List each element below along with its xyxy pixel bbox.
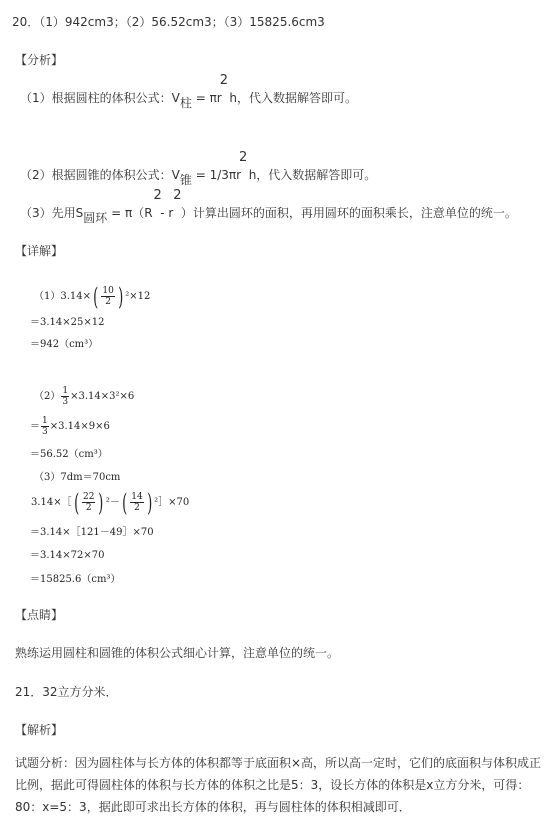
fraction-numerator: 10 xyxy=(102,286,114,296)
fraction-denominator: 3 xyxy=(42,427,48,437)
analysis-heading: 【分析】 xyxy=(15,53,64,67)
analysis-item-2 xyxy=(20,150,377,187)
analysis-3-superscript-b: 2 xyxy=(173,188,182,203)
fraction-numerator: 1 xyxy=(62,386,69,396)
fraction-1-3 xyxy=(41,416,49,437)
analysis-1-superscript: 2 xyxy=(219,73,229,88)
step1-prefix: （1）3.14× xyxy=(34,291,92,302)
step1-suffix: ²×12 xyxy=(125,291,151,302)
step2-line2-suffix: ×3.14×9×6 xyxy=(49,421,110,432)
fraction-numerator: 14 xyxy=(131,492,143,502)
step3-line2-prefix: 3.14×［ xyxy=(31,497,72,508)
fraction-numerator: 1 xyxy=(42,416,48,426)
step3-line5: ＝15825.6（cm³） xyxy=(30,574,121,585)
fraction-22-2 xyxy=(82,492,95,513)
analysis-2-formula: = 1/3πr xyxy=(195,168,242,182)
analysis-3-superscript-a: 2 xyxy=(153,188,162,203)
right-paren: ) xyxy=(98,488,104,517)
analysis-3-subscript: 圆环 xyxy=(83,211,108,225)
detail-heading: 【详解】 xyxy=(15,244,64,258)
fraction-denominator: 2 xyxy=(85,503,92,513)
right-paren: ) xyxy=(146,488,152,517)
step2-suffix: ×3.14×3²×6 xyxy=(70,391,135,402)
fraction-denominator: 2 xyxy=(105,297,111,307)
analysis-3-formula-a: = π（R xyxy=(111,206,153,220)
left-paren: ( xyxy=(93,282,99,311)
analysis-item-1 xyxy=(20,73,357,110)
right-paren: ) xyxy=(117,282,124,311)
analysis-1-formula: = πr xyxy=(195,91,222,105)
remark-heading: 【点睛】 xyxy=(15,608,64,622)
step3-line4: ＝3.14×72×70 xyxy=(30,550,105,561)
step2-line3: ＝56.52（cm³） xyxy=(30,449,108,460)
fraction-denominator: 2 xyxy=(134,503,140,513)
step2-line2 xyxy=(30,414,110,440)
analysis-2-prefix: （2）根据圆锥的体积公式：V xyxy=(20,168,180,182)
remark-text: 熟练运用圆柱和圆锥的体积公式细心计算，注意单位的统一。 xyxy=(15,646,340,660)
step2-prefix: （2） xyxy=(34,391,61,402)
step1-line3: ＝942（cm³） xyxy=(30,339,99,350)
fraction-10-2 xyxy=(101,286,114,307)
fraction-denominator: 3 xyxy=(62,397,69,407)
fraction-14-2 xyxy=(130,492,143,513)
analysis-3-prefix: （3）先用S xyxy=(20,206,84,220)
step3-line2-middle: ²－ xyxy=(105,497,120,508)
q21-answer: 21．32立方分米． xyxy=(15,685,118,699)
analysis-3-suffix: ）计算出圆环的面积，再用圆环的面积乘长，注意单位的统一。 xyxy=(180,206,517,220)
step1-line1 xyxy=(34,284,150,310)
analysis-3-formula-b: - r xyxy=(160,206,174,220)
analysis-2-suffix: h，代入数据解答即可。 xyxy=(248,168,377,182)
step3-line1: （3）7dm＝70cm xyxy=(34,472,121,483)
analysis-1-suffix: h，代入数据解答即可。 xyxy=(229,91,357,105)
analysis-1-subscript: 柱 xyxy=(179,96,192,110)
analysis-2-subscript: 锥 xyxy=(179,173,192,187)
step2-line2-prefix: ＝ xyxy=(30,421,40,432)
step1-line2: ＝3.14×25×12 xyxy=(30,317,105,328)
q20-answer: 20．（1）942cm3；（2）56.52cm3；（3）15825.6cm3 xyxy=(12,15,325,29)
q21-analysis-heading: 【解析】 xyxy=(15,723,64,737)
left-paren: ( xyxy=(73,488,79,517)
left-paren: ( xyxy=(121,488,128,517)
analysis-2-superscript: 2 xyxy=(239,150,248,165)
analysis-1-prefix: （1）根据圆柱的体积公式：V xyxy=(20,91,180,105)
step3-line2 xyxy=(31,490,189,516)
step3-line3: ＝3.14×［121－49］×70 xyxy=(30,527,154,538)
step3-line2-suffix: ²］×70 xyxy=(154,497,190,508)
step2-line1 xyxy=(34,384,134,410)
analysis-item-3 xyxy=(20,188,517,225)
q21-analysis-text: 试题分析：因为圆柱体与长方体的体积都等于底面积×高，所以高一定时，它们的底面积与体积成正比例，据此可得圆柱体的体积与长方体的体积之比是5：3，设长方体的体积是x立方分米，可得：80：x=5：3，据此即可求出长方体的体积，再与圆柱体的体积相减即可． xyxy=(15,756,542,814)
fraction-numerator: 22 xyxy=(83,492,95,502)
fraction-1-3 xyxy=(61,386,69,407)
